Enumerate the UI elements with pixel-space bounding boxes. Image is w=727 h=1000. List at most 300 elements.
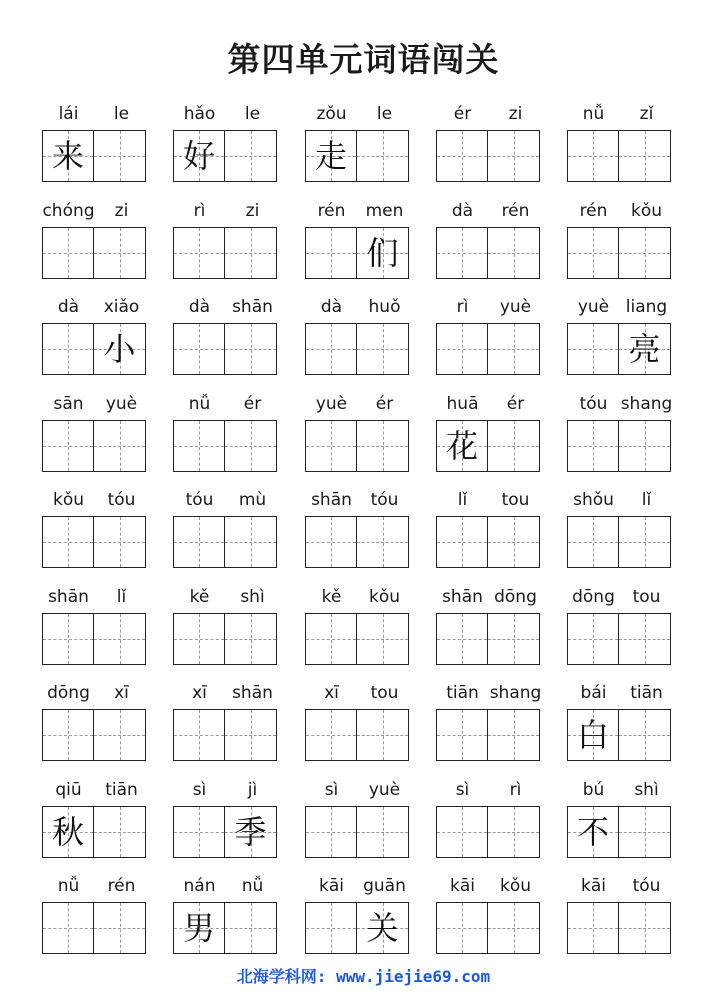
guide-line-vertical: [331, 614, 332, 664]
word-cell: [305, 486, 411, 576]
pinyin-syllable: kǒu: [52, 490, 85, 510]
pinyin-row: [436, 780, 542, 804]
writing-box-pair: [305, 709, 409, 761]
pinyin-syllable: rén: [107, 876, 136, 896]
guide-line-vertical: [199, 614, 200, 664]
guide-line-vertical: [68, 614, 69, 664]
writing-box[interactable]: [568, 517, 619, 567]
writing-box-pair: [567, 613, 671, 665]
writing-box-pair: [436, 613, 540, 665]
writing-box[interactable]: [306, 228, 357, 278]
writing-box[interactable]: [488, 807, 539, 857]
writing-box-pair: [436, 902, 540, 954]
writing-box[interactable]: [174, 807, 225, 857]
guide-line-vertical: [120, 228, 121, 278]
writing-box[interactable]: [174, 324, 225, 374]
word-cell: [567, 872, 673, 962]
writing-box[interactable]: [568, 131, 619, 181]
writing-box-pair: [173, 902, 277, 954]
writing-box[interactable]: [357, 903, 408, 953]
writing-box[interactable]: [437, 324, 488, 374]
word-cell: [42, 486, 148, 576]
writing-box[interactable]: [488, 614, 539, 664]
guide-line-vertical: [251, 903, 252, 953]
writing-box[interactable]: [225, 421, 276, 471]
pinyin-row: [436, 683, 542, 707]
writing-box[interactable]: [437, 131, 488, 181]
guide-line-vertical: [462, 228, 463, 278]
guide-line-vertical: [383, 614, 384, 664]
writing-box[interactable]: [619, 710, 670, 760]
word-cell: [567, 197, 673, 287]
pinyin-row: [42, 876, 148, 900]
writing-box[interactable]: [488, 421, 539, 471]
writing-box-pair: [42, 227, 146, 279]
given-character: 小: [103, 330, 136, 368]
pinyin-syllable: shang: [489, 683, 542, 703]
writing-box[interactable]: [437, 710, 488, 760]
writing-box-pair: [305, 130, 409, 182]
writing-box[interactable]: [568, 807, 619, 857]
writing-box[interactable]: [568, 710, 619, 760]
guide-line-vertical: [462, 517, 463, 567]
writing-box[interactable]: [174, 421, 225, 471]
word-grid: [42, 100, 682, 969]
pinyin-syllable: kǒu: [630, 200, 663, 221]
pinyin-syllable: tou: [501, 490, 530, 510]
writing-box[interactable]: [568, 903, 619, 953]
word-cell: [436, 583, 542, 673]
word-cell: [173, 583, 279, 673]
word-row: [42, 583, 682, 680]
writing-box-pair: [173, 323, 277, 375]
writing-box[interactable]: [225, 517, 276, 567]
guide-line-vertical: [68, 228, 69, 278]
writing-box[interactable]: [619, 807, 670, 857]
pinyin-syllable: shì: [240, 586, 265, 607]
pinyin-syllable: shān: [232, 683, 273, 703]
guide-line-vertical: [593, 421, 594, 471]
guide-line-vertical: [199, 324, 200, 374]
pinyin-syllable: zǒu: [316, 104, 347, 124]
word-cell: [42, 100, 148, 190]
writing-box[interactable]: [174, 614, 225, 664]
writing-box[interactable]: [306, 710, 357, 760]
writing-box[interactable]: [225, 807, 276, 857]
pinyin-row: [567, 683, 673, 707]
pinyin-syllable: yuè: [315, 393, 348, 414]
pinyin-row: [173, 394, 279, 418]
writing-box[interactable]: [43, 903, 94, 953]
pinyin-syllable: men: [365, 200, 404, 221]
given-character: 秋: [51, 812, 84, 851]
writing-box[interactable]: [488, 710, 539, 760]
pinyin-row: [567, 490, 673, 514]
writing-box[interactable]: [568, 421, 619, 471]
pinyin-syllable: nǚ: [57, 876, 80, 896]
writing-box[interactable]: [174, 228, 225, 278]
word-cell: [305, 583, 411, 673]
writing-box[interactable]: [619, 614, 670, 664]
writing-box[interactable]: [488, 324, 539, 374]
writing-box[interactable]: [94, 710, 145, 760]
pinyin-row: [436, 297, 542, 321]
writing-box[interactable]: [306, 517, 357, 567]
pinyin-syllable: yuè: [577, 297, 610, 317]
word-row: [42, 293, 682, 390]
pinyin-syllable: shān: [311, 490, 352, 510]
pinyin-row: [42, 683, 148, 707]
pinyin-row: [173, 201, 279, 225]
guide-line-vertical: [120, 517, 121, 567]
writing-box[interactable]: [437, 614, 488, 664]
pinyin-row: [42, 780, 148, 804]
given-character: 亮: [628, 330, 661, 368]
guide-line-vertical: [383, 421, 384, 471]
writing-box[interactable]: [357, 807, 408, 857]
writing-box-pair: [42, 420, 146, 472]
guide-line-vertical: [251, 517, 252, 567]
word-cell: [42, 583, 148, 673]
writing-box[interactable]: [94, 228, 145, 278]
word-row: [42, 197, 682, 294]
pinyin-syllable: nǚ: [582, 104, 605, 124]
guide-line-vertical: [251, 614, 252, 664]
guide-line-vertical: [251, 710, 252, 760]
guide-line-vertical: [120, 614, 121, 664]
guide-line-vertical: [199, 517, 200, 567]
writing-box[interactable]: [357, 324, 408, 374]
pinyin-row: [173, 683, 279, 707]
writing-box-pair: [173, 709, 277, 761]
writing-box[interactable]: [619, 517, 670, 567]
pinyin-row: [567, 780, 673, 804]
word-cell: [436, 776, 542, 866]
writing-box[interactable]: [357, 710, 408, 760]
pinyin-syllable: sì: [192, 779, 207, 800]
pinyin-row: [305, 490, 411, 514]
writing-box[interactable]: [43, 324, 94, 374]
pinyin-syllable: rì: [456, 297, 469, 317]
pinyin-row: [305, 104, 411, 128]
pinyin-syllable: zi: [114, 200, 129, 221]
word-cell: [567, 776, 673, 866]
guide-line-vertical: [68, 903, 69, 953]
guide-line-vertical: [514, 228, 515, 278]
word-cell: [436, 197, 542, 287]
pinyin-syllable: bái: [580, 683, 607, 703]
pinyin-row: [305, 394, 411, 418]
pinyin-syllable: sān: [53, 393, 84, 414]
word-cell: [305, 390, 411, 480]
pinyin-row: [305, 876, 411, 900]
guide-line-vertical: [514, 614, 515, 664]
writing-box[interactable]: [43, 710, 94, 760]
writing-box[interactable]: [43, 131, 94, 181]
pinyin-syllable: tóu: [632, 876, 661, 896]
given-character: 不: [576, 812, 609, 851]
pinyin-row: [305, 201, 411, 225]
writing-box[interactable]: [488, 517, 539, 567]
word-cell: [173, 872, 279, 962]
writing-box[interactable]: [174, 131, 225, 181]
writing-box[interactable]: [174, 710, 225, 760]
writing-box[interactable]: [306, 903, 357, 953]
writing-box-pair: [567, 516, 671, 568]
pinyin-syllable: bú: [582, 779, 605, 800]
word-cell: [305, 100, 411, 190]
guide-line-vertical: [462, 131, 463, 181]
pinyin-row: [567, 876, 673, 900]
pinyin-row: [436, 876, 542, 900]
writing-box-pair: [567, 323, 671, 375]
writing-box-pair: [567, 902, 671, 954]
pinyin-syllable: kǒu: [499, 876, 532, 896]
guide-line-vertical: [68, 710, 69, 760]
guide-line-vertical: [199, 807, 200, 857]
pinyin-syllable: ér: [243, 393, 262, 414]
writing-box[interactable]: [619, 131, 670, 181]
guide-line-vertical: [462, 614, 463, 664]
writing-box[interactable]: [357, 614, 408, 664]
writing-box[interactable]: [357, 131, 408, 181]
pinyin-syllable: mù: [238, 490, 267, 510]
word-cell: [305, 197, 411, 287]
pinyin-syllable: shǒu: [573, 490, 614, 510]
writing-box-pair: [42, 130, 146, 182]
word-cell: [436, 679, 542, 769]
writing-box[interactable]: [437, 421, 488, 471]
writing-box[interactable]: [619, 228, 670, 278]
pinyin-syllable: lǐ: [116, 586, 127, 607]
pinyin-syllable: nǚ: [241, 876, 264, 896]
writing-box[interactable]: [225, 614, 276, 664]
writing-box[interactable]: [43, 807, 94, 857]
word-cell: [567, 486, 673, 576]
pinyin-syllable: lái: [58, 104, 79, 124]
pinyin-syllable: sì: [324, 779, 339, 800]
guide-line-vertical: [331, 228, 332, 278]
guide-line-vertical: [383, 517, 384, 567]
writing-box[interactable]: [488, 903, 539, 953]
pinyin-syllable: chóng: [42, 200, 95, 221]
guide-line-vertical: [199, 710, 200, 760]
given-character: 们: [366, 233, 399, 272]
pinyin-syllable: dōng: [572, 586, 615, 607]
word-cell: [42, 293, 148, 383]
pinyin-syllable: shì: [634, 779, 659, 800]
word-row: [42, 486, 682, 583]
writing-box[interactable]: [306, 421, 357, 471]
writing-box-pair: [42, 806, 146, 858]
pinyin-syllable: xī: [114, 683, 129, 703]
guide-line-vertical: [331, 421, 332, 471]
pinyin-row: [436, 490, 542, 514]
pinyin-syllable: rén: [579, 200, 608, 221]
word-cell: [436, 486, 542, 576]
writing-box[interactable]: [568, 228, 619, 278]
writing-box-pair: [436, 516, 540, 568]
pinyin-row: [305, 780, 411, 804]
writing-box[interactable]: [306, 614, 357, 664]
word-cell: [173, 390, 279, 480]
guide-line-vertical: [593, 228, 594, 278]
guide-line-vertical: [645, 710, 646, 760]
guide-line-vertical: [68, 517, 69, 567]
word-cell: [567, 679, 673, 769]
writing-box[interactable]: [225, 228, 276, 278]
writing-box[interactable]: [306, 807, 357, 857]
writing-box[interactable]: [619, 903, 670, 953]
writing-box[interactable]: [306, 131, 357, 181]
writing-box-pair: [436, 420, 540, 472]
writing-box[interactable]: [225, 710, 276, 760]
guide-line-vertical: [514, 807, 515, 857]
writing-box[interactable]: [225, 131, 276, 181]
writing-box[interactable]: [94, 517, 145, 567]
pinyin-syllable: shān: [48, 586, 89, 607]
pinyin-syllable: kāi: [450, 876, 475, 896]
writing-box[interactable]: [619, 421, 670, 471]
writing-box[interactable]: [437, 807, 488, 857]
pinyin-row: [567, 201, 673, 225]
pinyin-syllable: le: [244, 104, 261, 124]
writing-box[interactable]: [94, 324, 145, 374]
given-character: 花: [445, 426, 478, 465]
writing-box[interactable]: [43, 228, 94, 278]
writing-box[interactable]: [437, 228, 488, 278]
pinyin-row: [42, 297, 148, 321]
writing-box[interactable]: [225, 903, 276, 953]
pinyin-syllable: ér: [506, 393, 525, 414]
guide-line-vertical: [514, 421, 515, 471]
writing-box-pair: [436, 130, 540, 182]
writing-box-pair: [173, 130, 277, 182]
writing-box[interactable]: [619, 324, 670, 374]
guide-line-vertical: [251, 131, 252, 181]
writing-box[interactable]: [357, 228, 408, 278]
writing-box-pair: [305, 613, 409, 665]
pinyin-syllable: xī: [192, 683, 207, 703]
writing-box[interactable]: [437, 903, 488, 953]
writing-box[interactable]: [306, 324, 357, 374]
guide-line-vertical: [331, 324, 332, 374]
word-cell: [173, 293, 279, 383]
pinyin-syllable: tóu: [370, 490, 399, 510]
word-cell: [567, 100, 673, 190]
writing-box-pair: [567, 420, 671, 472]
writing-box[interactable]: [437, 517, 488, 567]
guide-line-vertical: [645, 131, 646, 181]
pinyin-syllable: huǒ: [368, 297, 401, 317]
worksheet-title: 第四单元词语闯关: [227, 40, 500, 79]
pinyin-row: [173, 297, 279, 321]
word-cell: [173, 100, 279, 190]
pinyin-syllable: kě: [321, 586, 342, 607]
pinyin-row: [173, 104, 279, 128]
pinyin-syllable: yuè: [499, 297, 532, 317]
pinyin-row: [305, 683, 411, 707]
writing-box[interactable]: [43, 517, 94, 567]
pinyin-syllable: dà: [451, 200, 474, 221]
writing-box[interactable]: [94, 807, 145, 857]
pinyin-row: [567, 104, 673, 128]
guide-line-vertical: [645, 614, 646, 664]
writing-box-pair: [567, 130, 671, 182]
guide-line-vertical: [593, 903, 594, 953]
writing-box[interactable]: [488, 228, 539, 278]
writing-box-pair: [305, 323, 409, 375]
writing-box-pair: [305, 902, 409, 954]
guide-line-vertical: [462, 710, 463, 760]
guide-line-vertical: [120, 807, 121, 857]
writing-box[interactable]: [488, 131, 539, 181]
guide-line-vertical: [645, 421, 646, 471]
word-cell: [436, 872, 542, 962]
writing-box[interactable]: [225, 324, 276, 374]
writing-box-pair: [305, 420, 409, 472]
writing-box-pair: [173, 227, 277, 279]
guide-line-vertical: [462, 903, 463, 953]
pinyin-syllable: tóu: [107, 490, 136, 510]
word-row: [42, 872, 682, 969]
writing-box[interactable]: [43, 421, 94, 471]
pinyin-syllable: zi: [245, 200, 260, 221]
writing-box[interactable]: [568, 614, 619, 664]
pinyin-syllable: dà: [320, 297, 343, 317]
pinyin-row: [436, 104, 542, 128]
word-cell: [436, 100, 542, 190]
word-cell: [42, 872, 148, 962]
writing-box[interactable]: [94, 421, 145, 471]
guide-line-vertical: [68, 421, 69, 471]
writing-box[interactable]: [357, 517, 408, 567]
pinyin-syllable: tou: [632, 586, 661, 607]
writing-box-pair: [436, 709, 540, 761]
pinyin-row: [173, 780, 279, 804]
word-cell: [42, 679, 148, 769]
guide-line-vertical: [331, 903, 332, 953]
given-character: 关: [366, 909, 399, 947]
guide-line-vertical: [514, 324, 515, 374]
writing-box-pair: [173, 613, 277, 665]
writing-box[interactable]: [94, 131, 145, 181]
given-character: 好: [182, 137, 215, 175]
pinyin-syllable: rì: [193, 200, 206, 221]
pinyin-row: [305, 587, 411, 611]
pinyin-row: [42, 201, 148, 225]
given-character: 男: [182, 909, 215, 947]
writing-box[interactable]: [357, 421, 408, 471]
writing-box[interactable]: [568, 324, 619, 374]
word-cell: [567, 583, 673, 673]
pinyin-syllable: rì: [509, 779, 522, 800]
pinyin-syllable: dà: [57, 297, 80, 317]
writing-box[interactable]: [94, 614, 145, 664]
pinyin-syllable: tóu: [185, 490, 214, 510]
word-cell: [567, 390, 673, 480]
writing-box[interactable]: [174, 517, 225, 567]
writing-box[interactable]: [43, 614, 94, 664]
writing-box[interactable]: [174, 903, 225, 953]
guide-line-vertical: [514, 710, 515, 760]
word-row: [42, 776, 682, 873]
writing-box[interactable]: [94, 903, 145, 953]
writing-box-pair: [305, 516, 409, 568]
pinyin-syllable: tiān: [105, 779, 138, 800]
writing-box-pair: [305, 806, 409, 858]
guide-line-vertical: [251, 421, 252, 471]
